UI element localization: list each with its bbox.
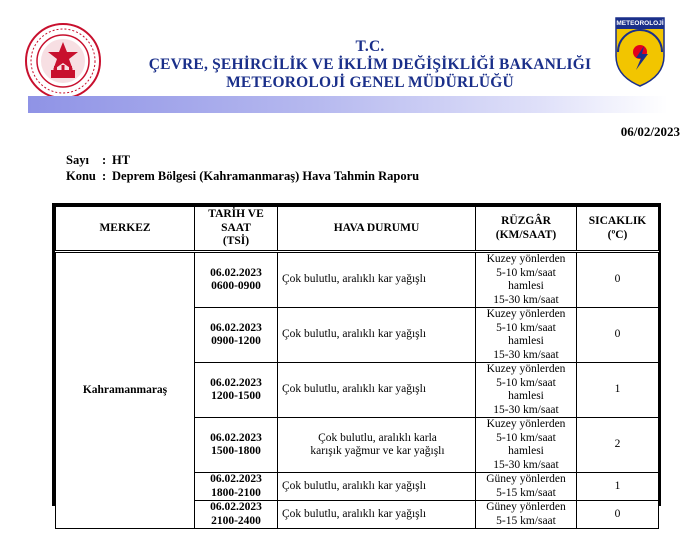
header-tarih — [195, 207, 278, 252]
header-sicaklik-l1: SICAKLIK — [588, 215, 647, 227]
temp-cell: 2 — [577, 418, 659, 473]
header-sicaklik-l2: (ºC) — [607, 228, 628, 241]
konu-value: Deprem Bölgesi (Kahramanmaraş) Hava Tahmin Raporu — [112, 169, 420, 183]
date-time-cell: 06.02.2023 0900-1200 — [195, 308, 278, 363]
date-time-cell: 06.02.2023 1200-1500 — [195, 363, 278, 418]
forecast-table — [55, 206, 659, 529]
meteoroloji-logo-text: METEOROLOJİ — [616, 20, 664, 27]
ministry-seal-logo — [24, 22, 102, 100]
table-row — [56, 252, 659, 308]
header-hava: HAVA DURUMU — [278, 207, 476, 252]
sayi-label: Sayı — [66, 153, 89, 167]
header-tarih-l2: SAAT — [221, 221, 251, 234]
table-header-row — [56, 207, 659, 252]
header-ruzgar-l2: (KM/SAAT) — [495, 228, 557, 241]
ministry-header — [110, 38, 630, 92]
date-time-cell: 06.02.2023 2100-2400 — [195, 501, 278, 529]
wind-cell: Güney yönlerden 5-15 km/saat — [476, 501, 577, 529]
document-date: 06/02/2023 — [620, 124, 680, 139]
header-gradient-band — [28, 96, 668, 113]
header-tarih-l1: TARİH VE — [208, 208, 264, 221]
konu-line: Konu : Deprem Bölgesi (Kahramanmaraş) Hava Tahmin Raporu — [66, 169, 420, 183]
wind-cell: Kuzey yönlerden 5-10 km/saat hamlesi 15-30 km/saat — [476, 252, 577, 308]
sayi-value: HT — [112, 153, 131, 167]
wind-cell: Güney yönlerden 5-15 km/saat — [476, 473, 577, 501]
temp-cell: 1 — [577, 473, 659, 501]
weather-cell: Çok bulutlu, aralıklı kar yağışlı — [278, 501, 476, 529]
header-ruzgar — [476, 207, 577, 252]
date-time-cell: 06.02.2023 0600-0900 — [195, 252, 278, 308]
header-line-directorate: METEOROLOJİ GENEL MÜDÜRLÜĞÜ — [226, 74, 514, 91]
wind-cell: Kuzey yönlerden 5-10 km/saat hamlesi 15-30 km/saat — [476, 418, 577, 473]
temp-cell: 1 — [577, 363, 659, 418]
date-time-cell: 06.02.2023 1800-2100 — [195, 473, 278, 501]
wind-cell: Kuzey yönlerden 5-10 km/saat hamlesi 15-30 km/saat — [476, 308, 577, 363]
sayi-line: Sayı : HT — [66, 153, 131, 167]
temp-cell: 0 — [577, 252, 659, 308]
konu-label: Konu — [66, 169, 96, 183]
header-merkez: MERKEZ — [56, 207, 195, 252]
weather-cell: Çok bulutlu, aralıklı kar yağışlı — [278, 308, 476, 363]
header-ruzgar-l1: RÜZGÂR — [501, 215, 551, 227]
header-line-tc: T.C. — [355, 38, 385, 55]
header-sicaklik — [577, 207, 659, 252]
weather-cell: Çok bulutlu, aralıklı kar yağışlı — [278, 252, 476, 308]
wind-cell: Kuzey yönlerden 5-10 km/saat hamlesi 15-30 km/saat — [476, 363, 577, 418]
meteoroloji-logo — [614, 16, 666, 88]
temp-cell: 0 — [577, 501, 659, 529]
merkez-cell: Kahramanmaraş — [56, 252, 195, 529]
weather-cell: Çok bulutlu, aralıklı kar yağışlı — [278, 363, 476, 418]
forecast-table-frame — [52, 203, 661, 527]
header-tarih-l3: (TSİ) — [222, 235, 250, 248]
temp-cell: 0 — [577, 308, 659, 363]
date-time-cell: 06.02.2023 1500-1800 — [195, 418, 278, 473]
header-line-ministry: ÇEVRE, ŞEHİRCİLİK VE İKLİM DEĞİŞİKLİĞİ BAKANLIĞI — [148, 56, 592, 73]
weather-cell: Çok bulutlu, aralıklı kar yağışlı — [278, 473, 476, 501]
weather-cell: Çok bulutlu, aralıklı karla karışık yağmur ve kar yağışlı — [278, 418, 476, 473]
